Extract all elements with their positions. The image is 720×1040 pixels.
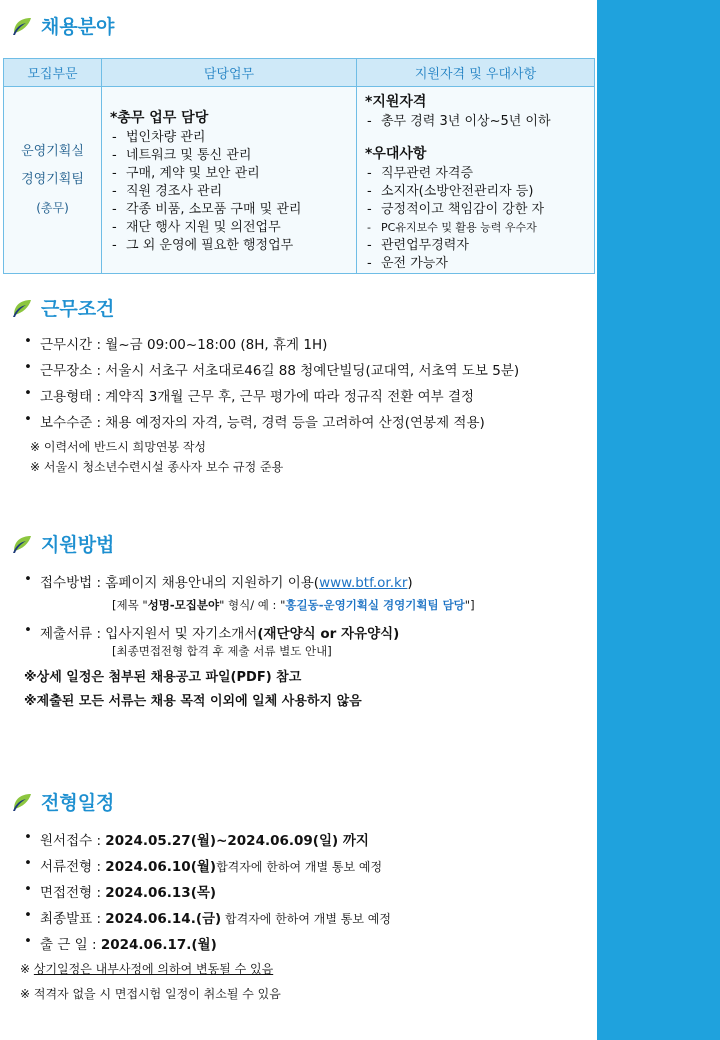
notice: ※상세 일정은 첨부된 채용공고 파일(PDF) 참고 [24, 670, 302, 685]
apply-method-suffix: ) [407, 575, 413, 591]
documents-label: 제출서류 : 입사지원서 및 자기소개서 [40, 626, 258, 642]
schedule-row [24, 881, 391, 907]
duties-title: *총무 업무 담당 [110, 110, 209, 126]
list-item: • 근무장소 : 서울시 서초구 서초대로46길 88 청예단빌딩(교대역, 서초역 도보 5분) [24, 359, 519, 385]
leaf-logo-icon [11, 15, 33, 37]
section-title: 지원방법 [41, 534, 115, 556]
note-part: "] [464, 598, 475, 612]
homepage-link[interactable]: www.btf.or.kr [319, 575, 408, 591]
list-item: - 총무 경력 3년 이상~5년 이하 [365, 113, 590, 131]
schedule-row [24, 907, 391, 933]
schedule-label: 면접전형 : [40, 885, 106, 901]
leaf-logo-icon [11, 533, 33, 555]
team-role: (총무) [36, 201, 69, 215]
note: ※ 이력서에 반드시 희망연봉 작성 [30, 440, 207, 454]
title-format-note [112, 597, 475, 613]
list-item [24, 571, 413, 591]
schedule-note-change [20, 960, 273, 977]
qualification-title: *지원자격 [365, 94, 427, 110]
list-item: - 직원 경조사 관리 [110, 183, 352, 201]
list-item: - 네트워크 및 통신 관리 [110, 147, 352, 165]
table-header: 모집부문 [4, 59, 102, 87]
schedule-note: 합격자에 한하여 개별 통보 예정 [216, 860, 383, 874]
department-name: 운영기획실 [21, 144, 84, 159]
schedule-note: 합격자에 한하여 개별 통보 예정 [221, 912, 391, 926]
qualifications-cell [357, 87, 595, 274]
list-item: - 직무관련 자격증 [365, 165, 590, 183]
right-side-bar [597, 0, 720, 1040]
documents-format: (재단양식 or 자유양식) [257, 626, 400, 642]
schedule-list [24, 829, 391, 959]
section-heading-field [11, 12, 114, 39]
conditions-list [24, 333, 519, 437]
schedule-label: 서류전형 : [40, 859, 106, 875]
apply-method-label: 접수방법 : 홈페이지 채용안내의 지원하기 이용( [40, 575, 320, 591]
list-item: • 근무시간 : 월~금 09:00~18:00 (8H, 휴게 1H) [24, 333, 519, 359]
schedule-date: 2024.06.14.(금) [105, 911, 222, 927]
list-item: - 각종 비품, 소모품 구매 및 관리 [110, 201, 352, 219]
list-item: - 재단 행사 지원 및 의전업무 [110, 219, 352, 237]
duties-cell [102, 87, 357, 274]
list-item: - PC유지보수 및 활용 능력 우수자 [365, 219, 590, 237]
list-item: • 보수수준 : 채용 예정자의 자격, 능력, 경력 등을 고려하여 산정(연봉제 적용) [24, 411, 519, 437]
schedule-note-cancel: ※ 적격자 없을 시 면접시험 일정이 취소될 수 있음 [20, 987, 281, 1001]
section-title: 채용분야 [41, 16, 115, 38]
schedule-date: 2024.05.27(월)~2024.06.09(일) 까지 [105, 833, 369, 849]
note-part: [제목 " [112, 598, 148, 612]
notice: ※제출된 모든 서류는 채용 목적 이외에 일체 사용하지 않음 [24, 694, 362, 709]
leaf-logo-icon [11, 791, 33, 813]
schedule-label: 출 근 일 : [40, 937, 101, 953]
preference-list [365, 165, 590, 273]
list-item [24, 622, 399, 642]
list-item: - 법인차량 관리 [110, 129, 352, 147]
duties-list [110, 129, 352, 255]
list-item: - 관련업무경력자 [365, 237, 590, 255]
documents-note: [최종면접전형 합격 후 제출 서류 별도 안내] [112, 644, 332, 658]
schedule-date: 2024.06.13(목) [105, 885, 217, 901]
note-bold: 성명-모집분야 [147, 598, 220, 612]
table-header: 지원자격 및 우대사항 [357, 59, 595, 87]
note-mark: ※ [20, 962, 34, 976]
note-text: 상기일정은 내부사정에 의하여 변동될 수 있음 [33, 962, 274, 976]
schedule-date: 2024.06.17.(월) [100, 937, 217, 953]
list-item: - 그 외 운영에 필요한 행정업무 [110, 237, 352, 255]
list-item: - 구매, 계약 및 보안 관리 [110, 165, 352, 183]
note-example: 홍길동-운영기획실 경영기획팀 담당 [285, 598, 465, 612]
list-item: • 고용형태 : 계약직 3개월 근무 후, 근무 평가에 따라 정규직 전환 여부 결정 [24, 385, 519, 411]
schedule-row [24, 855, 391, 881]
table-header: 담당업무 [102, 59, 357, 87]
schedule-row [24, 933, 391, 959]
list-item: - 운전 가능자 [365, 255, 590, 273]
schedule-date: 2024.06.10(월) [105, 859, 217, 875]
leaf-logo-icon [11, 297, 33, 319]
recruitment-table [3, 58, 595, 274]
section-title: 근무조건 [41, 298, 115, 320]
qualification-list [365, 113, 590, 131]
apply-method-item [24, 571, 413, 591]
schedule-label: 최종발표 : [40, 911, 106, 927]
note: ※ 서울시 청소년수련시설 종사자 보수 규정 준용 [30, 460, 284, 474]
preference-title: *우대사항 [365, 146, 427, 162]
schedule-row [24, 829, 391, 855]
section-heading-schedule [11, 788, 114, 815]
section-heading-conditions [11, 294, 114, 321]
department-cell [4, 87, 102, 274]
section-title: 전형일정 [41, 792, 115, 814]
note-part: " 형식/ 예 : " [219, 598, 286, 612]
list-item: - 긍정적이고 책임감이 강한 자 [365, 201, 590, 219]
section-heading-apply [11, 530, 114, 557]
team-name: 경영기획팀 [21, 172, 84, 187]
schedule-label: 원서접수 : [40, 833, 106, 849]
list-item: - 소지자(소방안전관리자 등) [365, 183, 590, 201]
documents-item [24, 622, 399, 642]
